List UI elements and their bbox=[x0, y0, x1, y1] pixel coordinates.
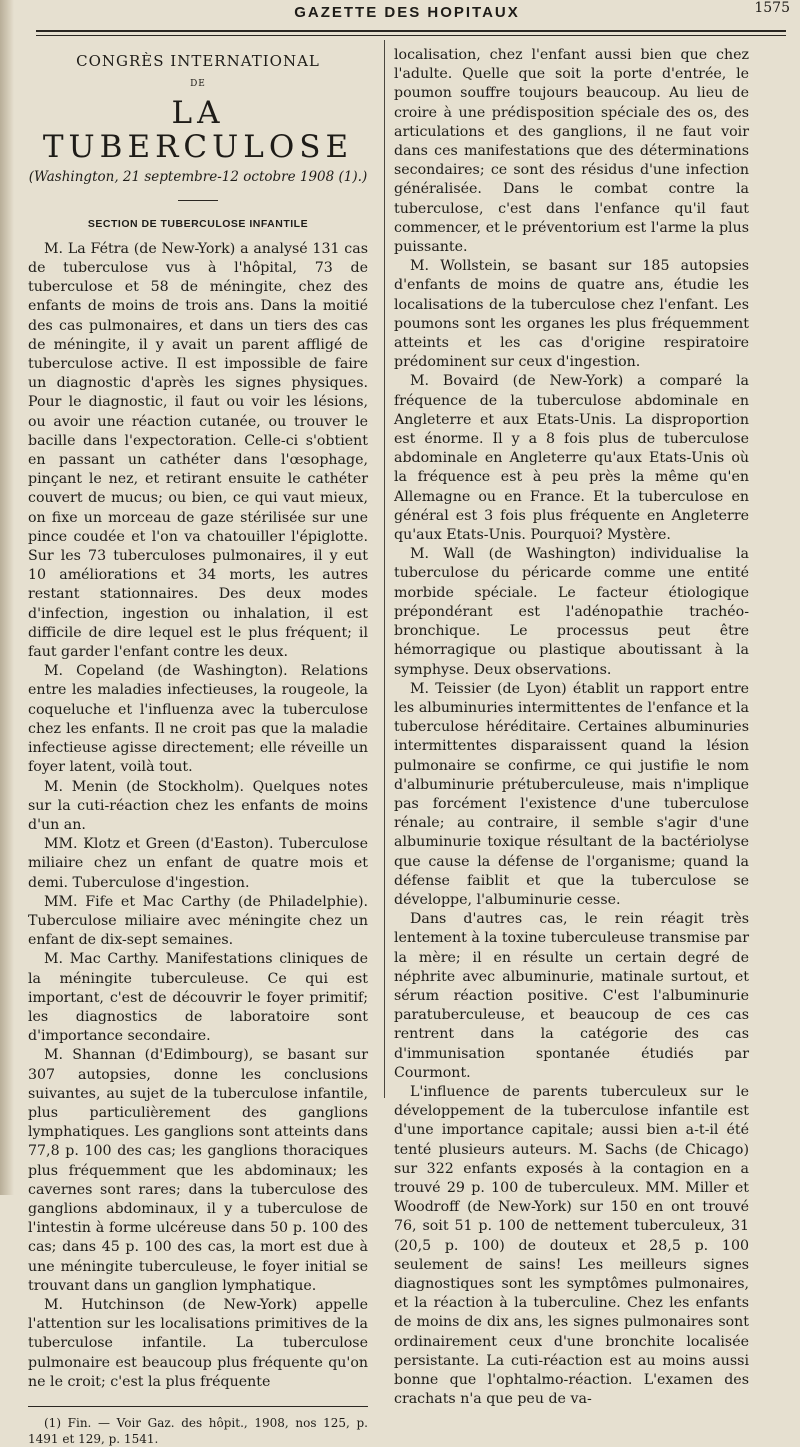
right-column bbox=[394, 46, 749, 1409]
congress-title: CONGRÈS INTERNATIONAL bbox=[76, 52, 320, 70]
paragraph: M. Menin (de Stockholm). Quelques notes sur la cuti-réaction chez les enfants de moins d'un an. bbox=[28, 778, 368, 833]
page-number: 1575 bbox=[754, 0, 790, 16]
footnote: (1) Fin. — Voir Gaz. des hôpit., 1908, nos 125, p. 1491 et 129, p. 1541. bbox=[28, 1416, 368, 1446]
column-separator bbox=[384, 40, 385, 1098]
paragraph: M. Wall (de Washington) individualise la tuberculose du péricarde comme une entité morbide spéciale. Le facteur étiologique prépondérant est l'adénopathie trachéo-bronchique. Le processus peut être hémorragique ou plastique aboutissant à la symphyse. Deux observations. bbox=[394, 546, 749, 678]
paragraph: MM. Fife et Mac Carthy (de Philadelphie). Tuberculose miliaire avec méningite chez un enfant de dix-sept semaines. bbox=[28, 893, 368, 949]
footnote-rule bbox=[28, 1406, 368, 1407]
congress-dates: (Washington, 21 septembre-12 octobre 1908 (1).) bbox=[28, 169, 368, 186]
running-header bbox=[22, 0, 792, 28]
congress-de: DE bbox=[190, 79, 206, 90]
left-column bbox=[28, 46, 368, 1447]
paragraph: MM. Klotz et Green (d'Easton). Tuberculose miliaire chez un enfant de quatre mois et demi. Tuberculose d'ingestion. bbox=[28, 836, 368, 891]
section-heading: SECTION DE TUBERCULOSE INFANTILE bbox=[87, 217, 309, 230]
paragraph: L'influence de parents tuberculeux sur le développement de la tuberculose infantile est d'une importance capitale; aussi bien a-t-il été tenté plusieurs auteurs. M. Sachs (de Chicago) sur 322 enfants exposés à la contagion en a trouvé 29 p. 100 de tuberculeux. MM. Miller et Woodroff (de New-York) sur 150 en ont trouvé 76, soit 51 p. 100 de nettement tuberculeux, 31 (20,5 p. 100) de douteux et 28,5 p. 100 seulement de sains! Les meilleurs signes diagnostiques sont les symptômes pulmonaires, et la réaction à la tuberculine. Chez les enfants de moins de dix ans, les signes pulmonaires sont ordinairement ceux d'une bronchite localisée persistante. La cuti-réaction est au moins aussi bonne que l'ophtalmo-réaction. L'examen des crachats n'a que peu de va- bbox=[394, 1083, 749, 1408]
journal-title: GAZETTE DES HOPITAUX bbox=[294, 4, 520, 21]
header-rule-thin bbox=[36, 35, 786, 36]
paragraph: Dans d'autres cas, le rein réagit très lentement à la toxine tuberculeuse transmise par la mère; il en résulte un certain degré de néphrite avec albuminurie, matinale surtout, et sérum réaction positive. C'est l'albuminurie paratuberculeuse, et beaucoup de ces cas rentrent dans la catégorie des cas d'immunisation spontanée étudiés par Courmont. bbox=[394, 911, 749, 1081]
heading-divider bbox=[178, 200, 218, 201]
paragraph: M. La Fétra (de New-York) a analysé 131 cas de tuberculose vus à l'hôpital, 73 de tuberculose et 58 de méningite, chez des enfants de moins de trois ans. Dans la moitié des cas pulmonaires, et dans un tiers des cas de méningite, il y avait un parent affligé de tuberculose active. Il est impossible de faire un diagnostic d'après les signes physiques. Pour le diagnostic, il faut ou voir les lésions, ou avoir une réaction cutanée, ou trouver le bacille dans l'expectoration. Celle-ci s'obtient en passant un cathéter dans l'œsophage, pinçant le nez, et retirant ensuite le cathéter couvert de mucus; ou bien, ce qui vaut mieux, on fixe un morceau de gaze stérilisée sur une pince coudée et l'on va chatouiller l'épiglotte. Sur les 73 tuberculoses pulmonaires, il y eut 10 améliorations et 34 morts, les autres restant stationnaires. Des deux modes d'infection, ingestion ou inhalation, il est difficile de dire lequel est le plus fréquent; il faut garder l'enfant contre les deux. bbox=[28, 240, 368, 661]
paragraph: M. Copeland (de Washington). Relations entre les maladies infectieuses, la rougeole, la coqueluche et l'influenza avec la tuberculose chez les enfants. Il ne croit pas que la maladie infectieuse agisse directement; elle réveille un foyer latent, voilà tout. bbox=[28, 663, 368, 776]
congress-subject: LA TUBERCULOSE bbox=[42, 95, 354, 166]
paragraph: M. Teissier (de Lyon) établit un rapport entre les albuminuries intermittentes de l'enfance et la tuberculose héréditaire. Certaines albuminuries intermittentes disparaissent quand la lésion pulmonaire se confirme, ce qui justifie le nom d'albuminurie prétuberculeuse, mais n'implique pas forcément l'existence d'une tuberculose rénale; au contraire, il semble s'agir d'une albuminurie toxique résultant de la bactériolyse que cause la défense de l'organisme; quand la défense faiblit et que la tuberculose se développe, l'albuminurie cesse. bbox=[394, 680, 749, 908]
page-edge-shadow bbox=[0, 0, 14, 1195]
paragraph: M. Mac Carthy. Manifestations cliniques de la méningite tuberculeuse. Ce qui est important, c'est de découvrir le foyer primitif; les diagnostics de laboratoire sont d'importance secondaire. bbox=[28, 951, 368, 1045]
paragraph: localisation, chez l'enfant aussi bien que chez l'adulte. Quelle que soit la porte d'entrée, le poumon souffre toujours beaucoup. Au lieu de croire à une prédisposition spéciale des os, des articulations et des ganglions, il ne faut voir dans ces manifestations que des déterminations secondaires; ce sont des résidus d'une infection généralisée. Dans le combat contre la tuberculose, c'est dans l'enfance qu'il faut commencer, et le préventorium est l'arme la plus puissante. bbox=[394, 47, 749, 256]
header-rule-thick bbox=[36, 30, 786, 32]
paragraph: M. Shannan (d'Edimbourg), se basant sur 307 autopsies, donne les conclusions suivantes, au sujet de la tuberculose infantile, plus particulièrement des ganglions lymphatiques. Les ganglions sont atteints dans 77,8 p. 100 des cas; les ganglions thoraciques plus fréquemment que les abdominaux; les cavernes sont rares; dans la tuberculose des ganglions abdominaux, il y a tuberculose de l'intestin à forme ulcéreuse dans 50 p. 100 des cas; dans 45 p. 100 des cas, la mort est due à une méningite tuberculeuse, le foyer initial se trouvant dans un ganglion lymphatique. bbox=[28, 1047, 368, 1294]
paragraph: M. Hutchinson (de New-York) appelle l'attention sur les localisations primitives de la tuberculose infantile. La tuberculose pulmonaire est beaucoup plus fréquente qu'on ne le croit; c'est la plus fréquente bbox=[28, 1296, 368, 1390]
paragraph: M. Wollstein, se basant sur 185 autopsies d'enfants de moins de quatre ans, étudie les localisations de la tuberculose chez l'enfant. Les poumons sont les organes les plus fréquemment atteints et les cas d'origine respiratoire prédominent sur ceux d'ingestion. bbox=[394, 258, 749, 371]
paragraph: M. Bovaird (de New-York) a comparé la fréquence de la tuberculose abdominale en Angleterre et aux Etats-Unis. La disproportion est énorme. Il y a 8 fois plus de tuberculose abdominale en Angleterre qu'aux Etats-Unis où la fréquence est à peu près la même qu'en Allemagne ou en France. Et la tuberculose en général est 3 fois plus fréquente en Angleterre qu'aux Etats-Unis. Pourquoi? Mystère. bbox=[394, 373, 749, 544]
